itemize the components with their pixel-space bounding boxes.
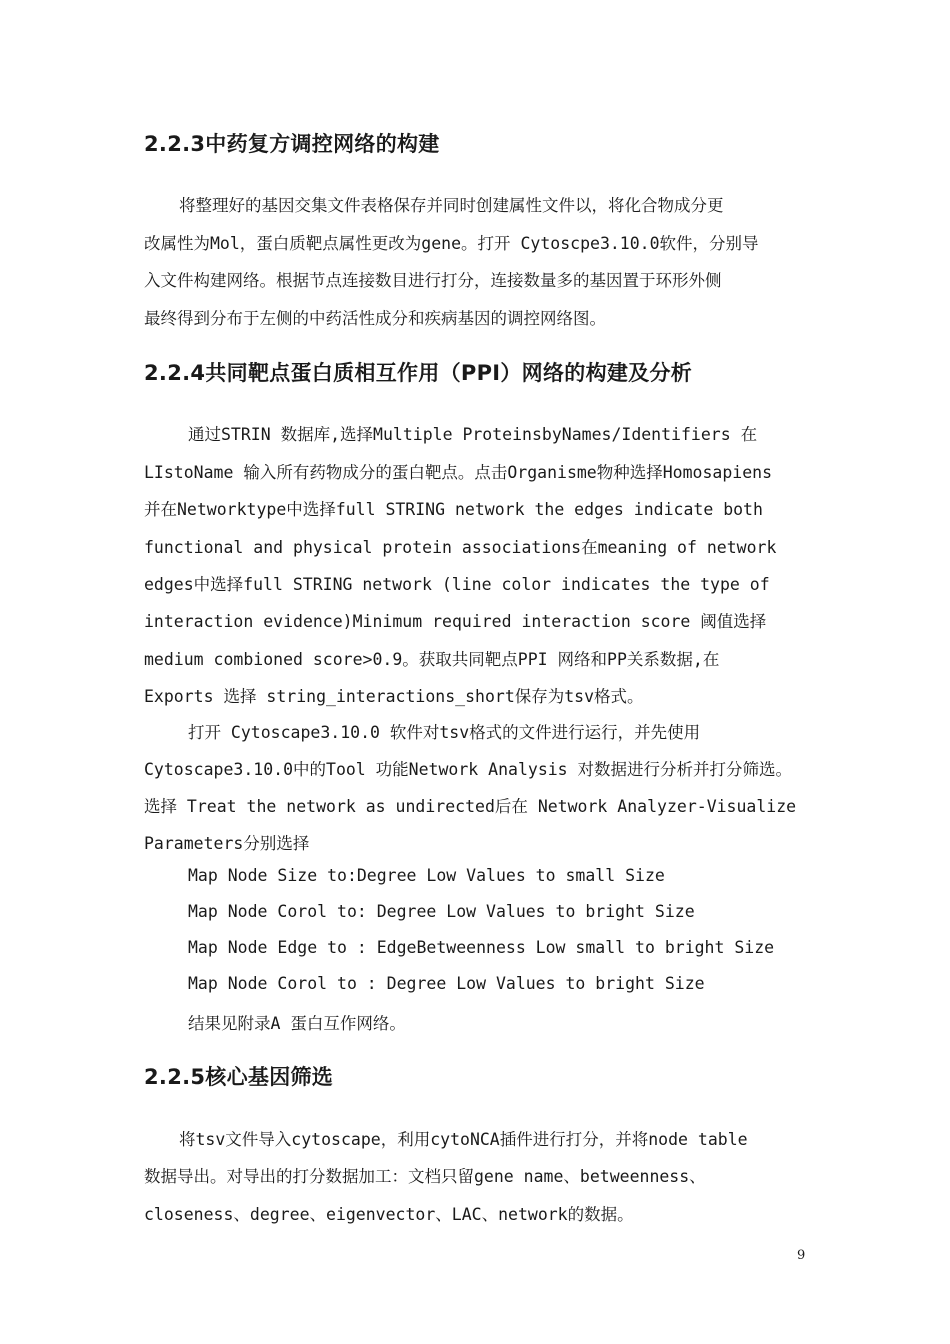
parameter-line: Map Node Corol to : Degree Low Values to bright Size xyxy=(188,974,705,993)
paragraph-line: edges中选择full STRING network (line color indicates the type of xyxy=(144,575,770,594)
parameter-line: Map Node Size to:Degree Low Values to small Size xyxy=(188,866,665,885)
paragraph-line: LIstoName 输入所有药物成分的蛋白靶点。点击Organisme物种选择Homosapiens xyxy=(144,463,773,482)
paragraph-line: 将tsv文件导入cytoscape，利用cytoNCA插件进行打分，并将node table xyxy=(179,1130,748,1149)
paragraph-line: Exports 选择 string_interactions_short保存为tsv格式。 xyxy=(144,687,644,706)
paragraph-line: 数据导出。对导出的打分数据加工：文档只留gene name、betweenness、 xyxy=(144,1167,706,1186)
section-heading-2-2-5: 2.2.5核心基因筛选 xyxy=(144,1065,334,1089)
paragraph-line: 入文件构建网络。根据节点连接数目进行打分，连接数量多的基因置于环形外侧 xyxy=(144,271,722,290)
paragraph-line: 将整理好的基因交集文件表格保存并同时创建属性文件以，将化合物成分更 xyxy=(179,196,724,215)
section-heading-2-2-4: 2.2.4共同靶点蛋白质相互作用（PPI）网络的构建及分析 xyxy=(144,361,693,385)
parameter-line: Map Node Corol to: Degree Low Values to bright Size xyxy=(188,902,695,921)
paragraph-line: functional and physical protein associations在meaning of network xyxy=(144,538,777,557)
paragraph-line: Parameters分别选择 xyxy=(144,834,310,853)
paragraph-line: 改属性为Mol，蛋白质靶点属性更改为gene。打开 Cytoscpe3.10.0软件，分别导 xyxy=(144,234,759,253)
paragraph-line: 结果见附录A 蛋白互作网络。 xyxy=(188,1014,406,1033)
section-heading-2-2-3: 2.2.3中药复方调控网络的构建 xyxy=(144,132,440,156)
paragraph-line: medium combioned score>0.9。获取共同靶点PPI 网络和PP关系数据,在 xyxy=(144,650,720,669)
parameter-line: Map Node Edge to : EdgeBetweenness Low small to bright Size xyxy=(188,938,775,957)
paragraph-line: 选择 Treat the network as undirected后在 Network Analyzer-Visualize xyxy=(144,797,797,816)
page-number: 9 xyxy=(797,1248,806,1263)
paragraph-line: Cytoscape3.10.0中的Tool 功能Network Analysis 对数据进行分析并打分筛选。 xyxy=(144,760,793,779)
paragraph-line: 通过STRIN 数据库,选择Multiple ProteinsbyNames/Identifiers 在 xyxy=(188,425,758,444)
paragraph-line: interaction evidence)Minimum required interaction score 阈值选择 xyxy=(144,612,767,631)
paragraph-line: 并在Networktype中选择full STRING network the edges indicate both xyxy=(144,500,763,519)
paragraph-line: 打开 Cytoscape3.10.0 软件对tsv格式的文件进行运行，并先使用 xyxy=(188,723,701,742)
paragraph-line: closeness、degree、eigenvector、LAC、network的数据。 xyxy=(144,1205,634,1224)
paragraph-line: 最终得到分布于左侧的中药活性成分和疾病基因的调控网络图。 xyxy=(144,309,606,328)
